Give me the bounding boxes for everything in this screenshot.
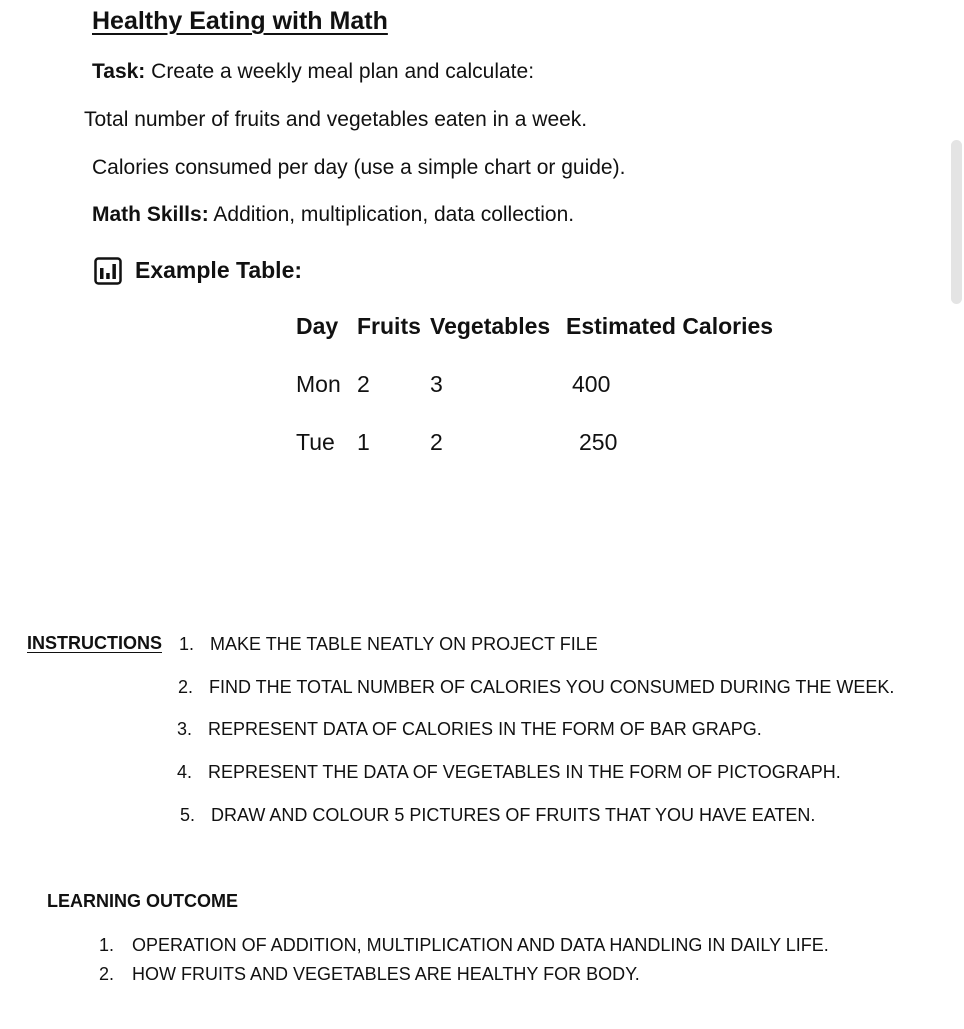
table-cell-vegetables: 3 [430, 371, 443, 397]
instruction-number: 3. [177, 719, 193, 739]
instruction-text: MAKE THE TABLE NEATLY ON PROJECT FILE [210, 634, 598, 654]
outcome-number: 1. [99, 935, 115, 955]
table-header-vegetables: Vegetables [430, 313, 551, 339]
instruction-item [180, 805, 815, 826]
vertical-scrollbar[interactable] [951, 140, 962, 304]
task-line [92, 60, 534, 84]
table-cell-calories: 250 [579, 429, 618, 455]
table-cell-fruits: 1 [357, 429, 370, 455]
instruction-text: REPRESENT DATA OF CALORIES IN THE FORM OF BAR GRAPG. [208, 719, 762, 739]
math-skills-label: Math Skills: [92, 203, 209, 226]
outcome-text: OPERATION OF ADDITION, MULTIPLICATION AND DATA HANDLING IN DAILY LIFE. [132, 935, 829, 955]
outcome-text: HOW FRUITS AND VEGETABLES ARE HEALTHY FOR BODY. [132, 964, 640, 984]
table-header-day: Day [296, 313, 339, 339]
page-title: Healthy Eating with Math [92, 7, 388, 35]
table-cell-day: Mon [296, 371, 341, 397]
instruction-text: REPRESENT THE DATA OF VEGETABLES IN THE FORM OF PICTOGRAPH. [208, 762, 841, 782]
table-cell-day: Tue [296, 429, 335, 455]
instruction-text: DRAW AND COLOUR 5 PICTURES OF FRUITS THAT YOU HAVE EATEN. [211, 805, 816, 825]
table-cell-vegetables: 2 [430, 429, 443, 455]
task-label: Task: [92, 60, 146, 83]
table-cell-calories: 400 [572, 371, 611, 397]
instructions-label: INSTRUCTIONS [27, 633, 162, 653]
math-skills-text: Addition, multiplication, data collection. [208, 203, 575, 226]
instruction-item [179, 634, 598, 655]
table-header-fruits: Fruits [357, 313, 421, 339]
instruction-number: 2. [178, 677, 194, 697]
instruction-number: 5. [180, 805, 196, 825]
instruction-item [177, 719, 762, 740]
example-table-heading [94, 256, 302, 284]
calc-item-fruits-vegetables: Total number of fruits and vegetables eaten in a week. [84, 108, 588, 131]
table-header-estimated-calories: Estimated Calories [566, 313, 774, 339]
task-text: Create a weekly meal plan and calculate: [145, 60, 535, 83]
outcome-number: 2. [99, 964, 115, 984]
outcome-item [99, 935, 829, 956]
math-skills-line [92, 203, 574, 227]
outcome-item [99, 964, 640, 985]
instruction-number: 1. [179, 634, 195, 654]
instruction-item [177, 762, 841, 783]
table-cell-fruits: 2 [357, 371, 370, 397]
bar-chart-icon [94, 257, 122, 285]
calc-item-calories: Calories consumed per day (use a simple chart or guide). [92, 156, 626, 179]
example-table-heading-label: Example Table: [135, 256, 303, 283]
instruction-number: 4. [177, 762, 193, 782]
learning-outcome-label: LEARNING OUTCOME [47, 891, 238, 911]
instruction-item [178, 677, 894, 698]
instruction-text: FIND THE TOTAL NUMBER OF CALORIES YOU CONSUMED DURING THE WEEK. [209, 677, 895, 697]
